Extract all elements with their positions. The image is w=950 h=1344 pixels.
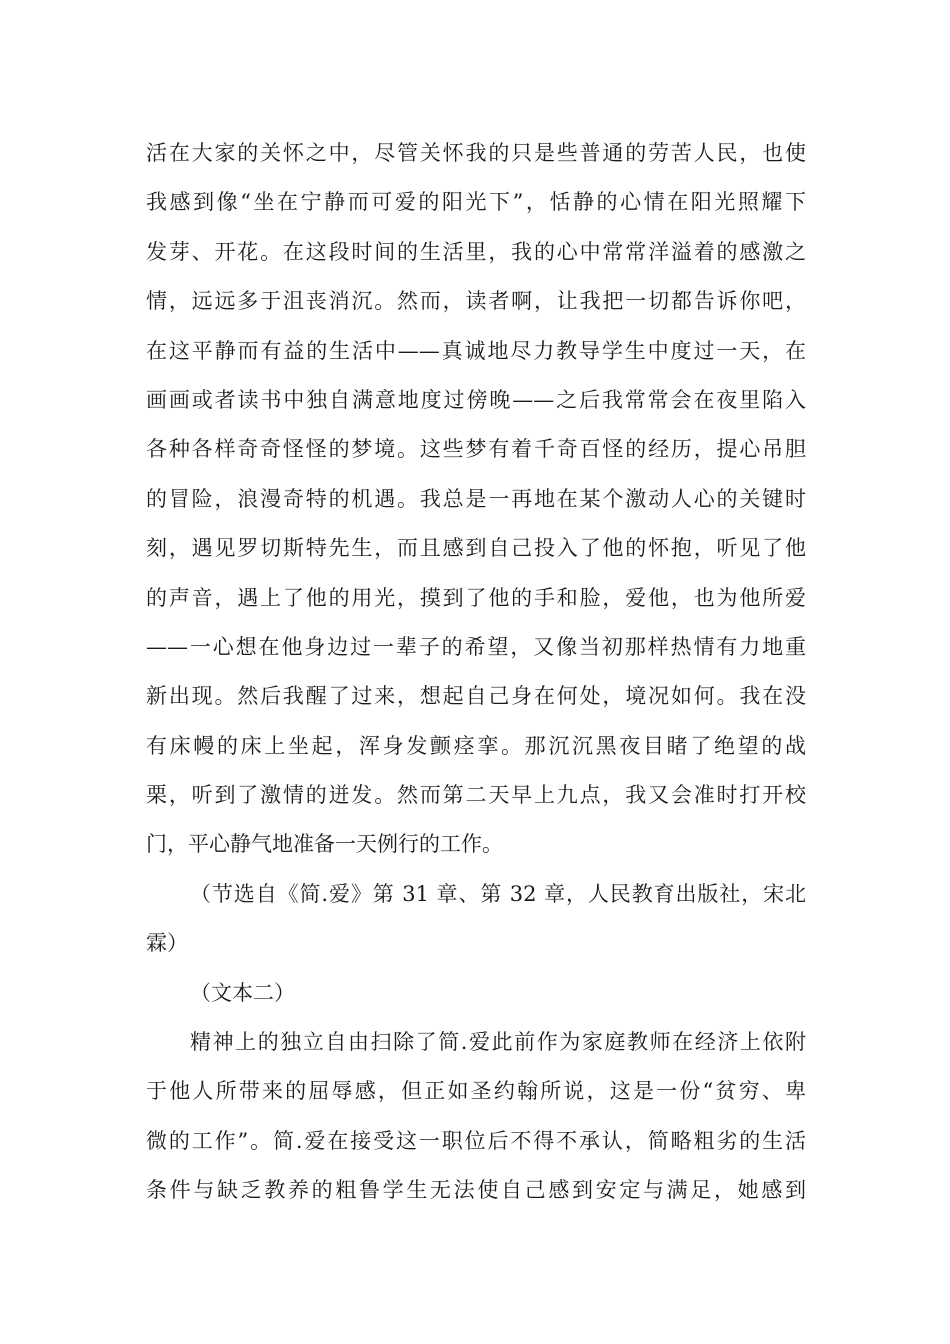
text-line: 在这平静而有益的生活中——真诚地尽力教导学生中度过一天，在 (146, 338, 806, 363)
text-line: 精神上的独立自由扫除了简.爱此前作为家庭教师在经济上依附 (190, 1030, 806, 1055)
text-line: ——一心想在他身边过一辈子的希望，又像当初那样热情有力地重 (146, 634, 806, 659)
text-line: 我感到像“坐在宁静而可爱的阳光下”，恬静的心情在阳光照耀下 (146, 190, 806, 215)
text-line: （节选自《简.爱》第 31 章、第 32 章，人民教育出版社，宋北 (190, 881, 806, 906)
text-line: 条件与缺乏教养的粗鲁学生无法使自己感到安定与满足，她感到 (146, 1178, 806, 1203)
text-line: 于他人所带来的屈辱感，但正如圣约翰所说，这是一份“贫穷、卑 (146, 1079, 806, 1104)
text-line: 刻，遇见罗切斯特先生，而且感到自己投入了他的怀抱，听见了他 (146, 536, 806, 561)
text-line: 微的工作”。简.爱在接受这一职位后不得不承认，简略粗劣的生活 (146, 1128, 806, 1153)
text-line: 情，远远多于沮丧消沉。然而，读者啊，让我把一切都告诉你吧， (146, 289, 806, 314)
text-line: 的声音，遇上了他的用光，摸到了他的手和脸，爱他，也为他所爱 (146, 585, 806, 610)
text-line: 的冒险，浪漫奇特的机遇。我总是一再地在某个激动人心的关键时 (146, 486, 806, 511)
text-line: 活在大家的关怀之中，尽管关怀我的只是些普通的劳苦人民，也使 (146, 141, 806, 165)
text-line: （文本二） (190, 980, 295, 1005)
text-line: 有床幔的床上坐起，浑身发颤痉挛。那沉沉黑夜目睹了绝望的战 (146, 733, 806, 758)
text-line: 各种各样奇奇怪怪的梦境。这些梦有着千奇百怪的经历，提心吊胆 (146, 437, 806, 462)
body-text (146, 129, 806, 1216)
text-line: 霖） (146, 931, 188, 956)
text-line: 新出现。然后我醒了过来，想起自己身在何处，境况如何。我在没 (146, 684, 806, 709)
text-line: 门，平心静气地准备一天例行的工作。 (146, 832, 503, 857)
text-line: 栗，听到了激情的迸发。然而第二天早上九点，我又会准时打开校 (146, 783, 806, 808)
text-line: 画画或者读书中独自满意地度过傍晚——之后我常常会在夜里陷入 (146, 387, 806, 412)
text-line: 发芽、开花。在这段时间的生活里，我的心中常常洋溢着的感激之 (146, 239, 806, 264)
